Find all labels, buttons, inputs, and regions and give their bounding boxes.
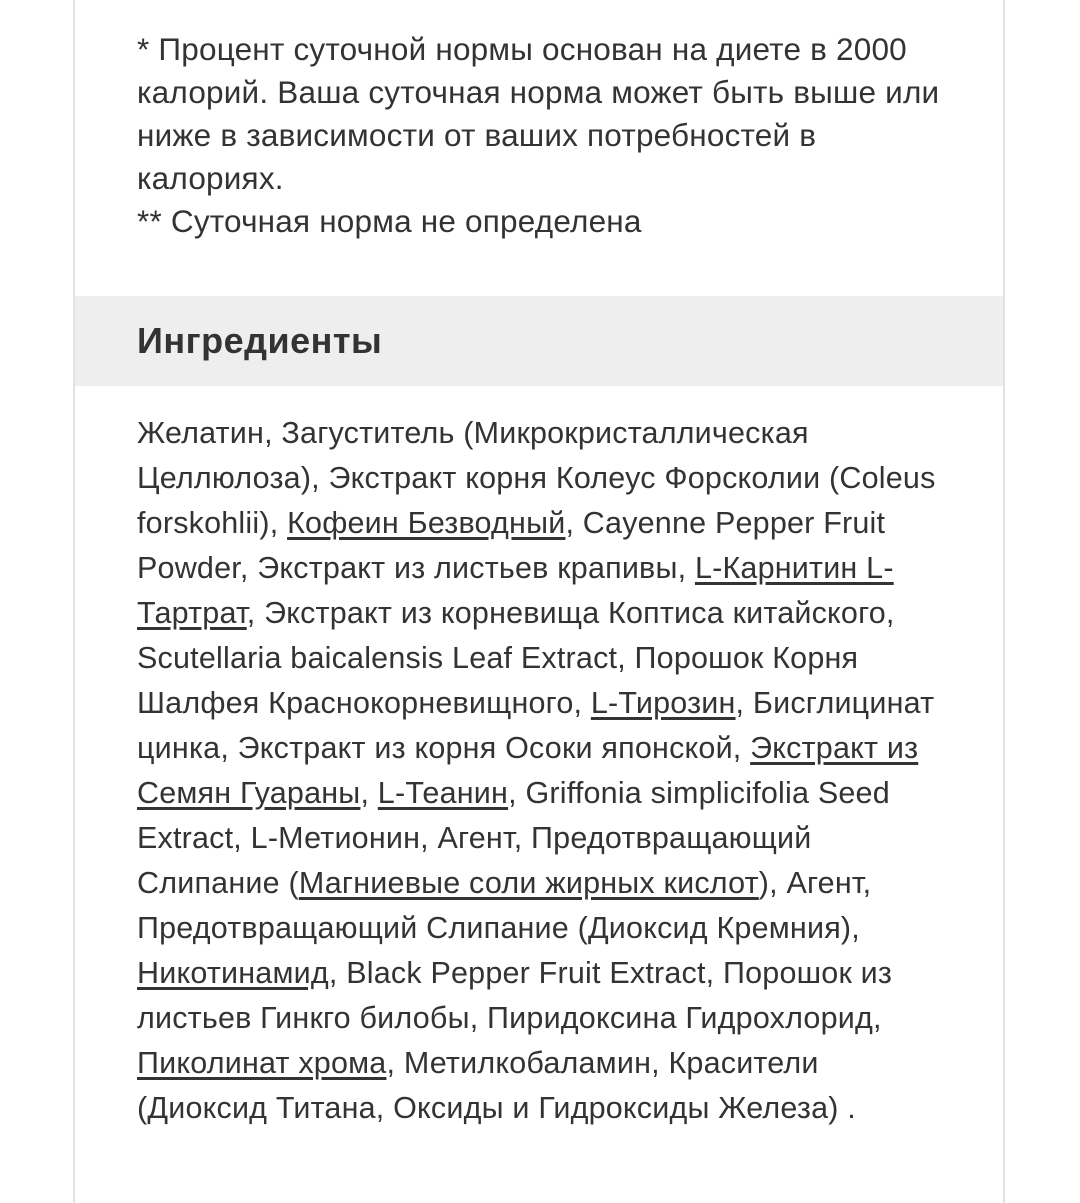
ingredient-link[interactable]: L-Теанин [377, 776, 509, 810]
ingredient-text: , Метилкобаламин, Красители (Диоксид Титана, Оксиды и Гидроксиды Железа) . [137, 1046, 856, 1125]
ingredient-link[interactable]: Пиколинат хрома [137, 1046, 387, 1080]
ingredient-link[interactable]: Экстракт из Семян Гуараны [137, 731, 919, 810]
ingredient-text: Желатин, Загуститель (Микрокристаллическая Целлюлоза), Экстракт корня Колеус Форсколии (Coleus forskohlii), [137, 416, 936, 540]
ingredients-title: Ингредиенты [137, 320, 383, 361]
ingredients-list [137, 411, 947, 1131]
daily-value-footnotes [137, 28, 957, 243]
ingredient-link[interactable]: Кофеин Безводный [287, 506, 566, 540]
not-established-note: ** Суточная норма не определена [137, 203, 642, 239]
ingredient-link[interactable]: Магниевые соли жирных кислот [298, 866, 759, 900]
ingredient-text: , Бисглицинат цинка, Экстракт из корня Осоки японской, [137, 686, 935, 765]
ingredients-section-header [75, 296, 1003, 386]
ingredient-link[interactable]: Никотинамид [137, 956, 329, 990]
ingredient-text: , Griffonia simplicifolia Seed Extract, L-Метионин, Агент, Предотвращающий Слипание ( [137, 776, 890, 900]
ingredient-text: , Экстракт из корневища Коптиса китайского, Scutellaria baicalensis Leaf Extract, Порошок Корня Шалфея Краснокорневищного, [137, 596, 895, 720]
ingredient-text: , Black Pepper Fruit Extract, Порошок из листьев Гинкго билобы, Пиридоксина Гидрохлорид, [137, 956, 893, 1035]
ingredient-text: , [360, 776, 378, 810]
daily-value-note: * Процент суточной нормы основан на диете в 2000 калорий. Ваша суточная норма может быть выше или ниже в зависимости от ваших потребностей в калориях. [137, 31, 940, 196]
product-info-card [73, 0, 1005, 1203]
ingredient-text: , Cayenne Pepper Fruit Powder, Экстракт из листьев крапивы, [137, 506, 886, 585]
ingredient-link[interactable]: L-Карнитин L-Тартрат [137, 551, 894, 630]
ingredient-text: ), Агент, Предотвращающий Слипание (Диоксид Кремния), [137, 866, 872, 945]
ingredient-link[interactable]: L-Тирозин [590, 686, 736, 720]
